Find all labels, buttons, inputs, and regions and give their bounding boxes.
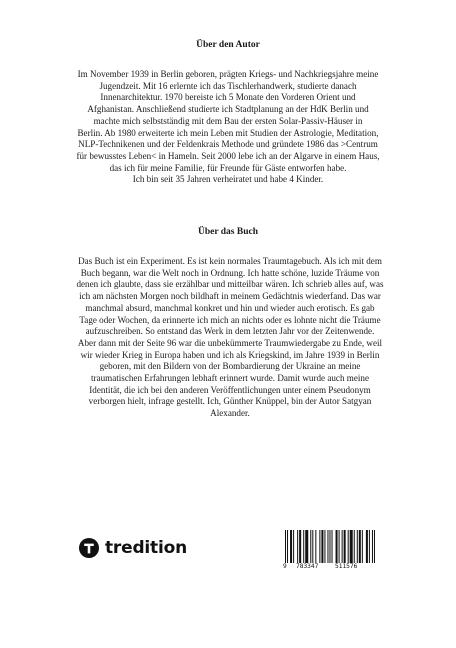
- barcode-bar: [342, 530, 343, 563]
- barcode-bar: [321, 530, 323, 563]
- author-bio-line: Ich bin seit 35 Jahren verheiratet und habe 4 Kinder.: [132, 174, 324, 185]
- barcode-bar: [362, 530, 363, 563]
- barcode-bar: [332, 530, 333, 563]
- barcode-bar: [336, 530, 338, 563]
- barcode-bar: [344, 530, 346, 563]
- author-heading: Über den Autor: [196, 40, 260, 50]
- author-bio: [40, 69, 416, 186]
- barcode-bar: [299, 530, 301, 563]
- barcode-digits: [283, 563, 379, 572]
- barcode-bar: [339, 530, 340, 563]
- book-description-line: traumatischen Erfahrungen lebhaft erinnert wurde. Damit wurde auch meine: [90, 373, 369, 384]
- book-description-line: ich am nächsten Morgen noch bildhaft in meinem Gedächtnis wiederfand. Das war: [79, 291, 381, 302]
- book-description-line: Das Buch ist ein Experiment. Es ist kein normales Traumtagebuch. Als ich mit dem: [78, 256, 382, 266]
- barcode-bar: [290, 530, 292, 563]
- barcode-bar: [354, 530, 355, 563]
- book-description-line: denen ich glaubte, dass sie erzählbar und mitteilbar wären. Ich schrieb alles auf, was: [76, 279, 384, 290]
- barcode-bar: [369, 530, 370, 563]
- barcode-bar: [324, 530, 325, 563]
- barcode-bar: [327, 530, 328, 563]
- book-description-line: Aber dann mit der Seite 96 war die unbekümmerte Traumwiedergabe zu Ende, weil: [77, 337, 383, 348]
- author-bio-line: Innenarchitektur. 1970 bereiste ich 5 Monate den Vorderen Orient und: [100, 92, 356, 103]
- barcode-digit-group: 783347: [296, 563, 319, 570]
- author-bio-line: das ich für meine Familie, für Freunde für Gäste entworfen habe.: [109, 162, 347, 173]
- publisher-name: tredition: [105, 538, 187, 558]
- barcode-bar: [350, 530, 353, 563]
- barcode-bar: [359, 530, 361, 563]
- author-bio-line: machte mich selbstständig mit dem Bau der ersten Solar-Passiv-Häuser in: [93, 115, 363, 126]
- book-description: [44, 256, 416, 420]
- book-description-line: geboren, mit den Bildern von der Bombardierung der Ukraine an meine: [99, 361, 361, 372]
- barcode-bar: [319, 530, 320, 563]
- barcode-bar: [305, 530, 308, 563]
- book-description-line: Buch begann, war die Welt noch in Ordnung. Ich hatte schöne, luzide Träume von: [80, 267, 380, 278]
- book-description-line: aufzuschreiben. So entstand das Werk in dem letzten Jahr vor der Zeitenwende.: [85, 326, 375, 337]
- book-description-line: manchmal absurd, manchmal konkret und hin und wieder auch erotisch. Es gab: [85, 302, 375, 313]
- barcode-digit-group: 511576: [335, 563, 358, 570]
- book-description-line: Tage oder Wochen, da erinnerte ich mich an nichts oder es lohnte nicht die Träume: [79, 314, 381, 325]
- barcode-bar: [312, 530, 313, 563]
- barcode-bar: [303, 530, 304, 563]
- barcode-bar: [297, 530, 298, 563]
- tredition-logo-icon: [79, 538, 99, 558]
- barcode-bar: [348, 530, 349, 563]
- barcode-digit-group: 9: [283, 563, 287, 570]
- publisher-logo: [79, 537, 187, 559]
- author-bio-line: Afghanistan. Anschließend studierte ich Stadtplanung an der HdK Berlin und: [87, 104, 369, 115]
- book-description-line: wir wieder Krieg in Europa haben und ich als Kriegskind, im Jahre 1939 in Berlin: [80, 349, 380, 360]
- barcode-bar: [293, 530, 294, 563]
- barcode-bar: [287, 530, 288, 563]
- barcode-bar: [357, 530, 358, 563]
- barcode-bars: [283, 530, 379, 563]
- barcode-bar: [374, 530, 375, 563]
- book-description-line: Alexander.: [210, 408, 250, 419]
- author-bio-line: Jugendzeit. Mit 16 erlernte ich das Tischlerhandwerk, studierte danach: [99, 80, 357, 91]
- barcode-bar: [372, 530, 373, 563]
- barcode-bar: [310, 530, 311, 563]
- author-bio-line: NLP-Technikenen und der Feldenkrais Methode und gründete 1986 das >Centrum: [78, 139, 378, 150]
- author-bio-line: Im November 1939 in Berlin geboren, prägten Kriegs- und Nachkriegsjahre meine: [77, 69, 379, 79]
- book-heading: Über das Buch: [197, 227, 258, 237]
- author-bio-line: Berlin. Ab 1980 erweiterte ich mein Leben mit Studien der Astrologie, Meditation,: [77, 127, 379, 138]
- barcode-bar: [329, 530, 330, 563]
- book-description-line: Identität, die ich bei den anderen Veröffentlichungen unter einem Pseudonym: [89, 384, 371, 395]
- barcode-bar: [366, 530, 368, 563]
- barcode-bar: [315, 530, 316, 563]
- isbn-barcode: [283, 530, 379, 572]
- barcode-bar: [285, 530, 286, 563]
- author-bio-line: für bewusstes Leben< in Hameln. Seit 2000 lebe ich an der Algarve in einem Haus,: [76, 150, 380, 161]
- book-description-line: verborgen hielt, infrage gestellt. Ich, Günther Knüppel, bin der Autor Satgyan: [88, 396, 372, 407]
